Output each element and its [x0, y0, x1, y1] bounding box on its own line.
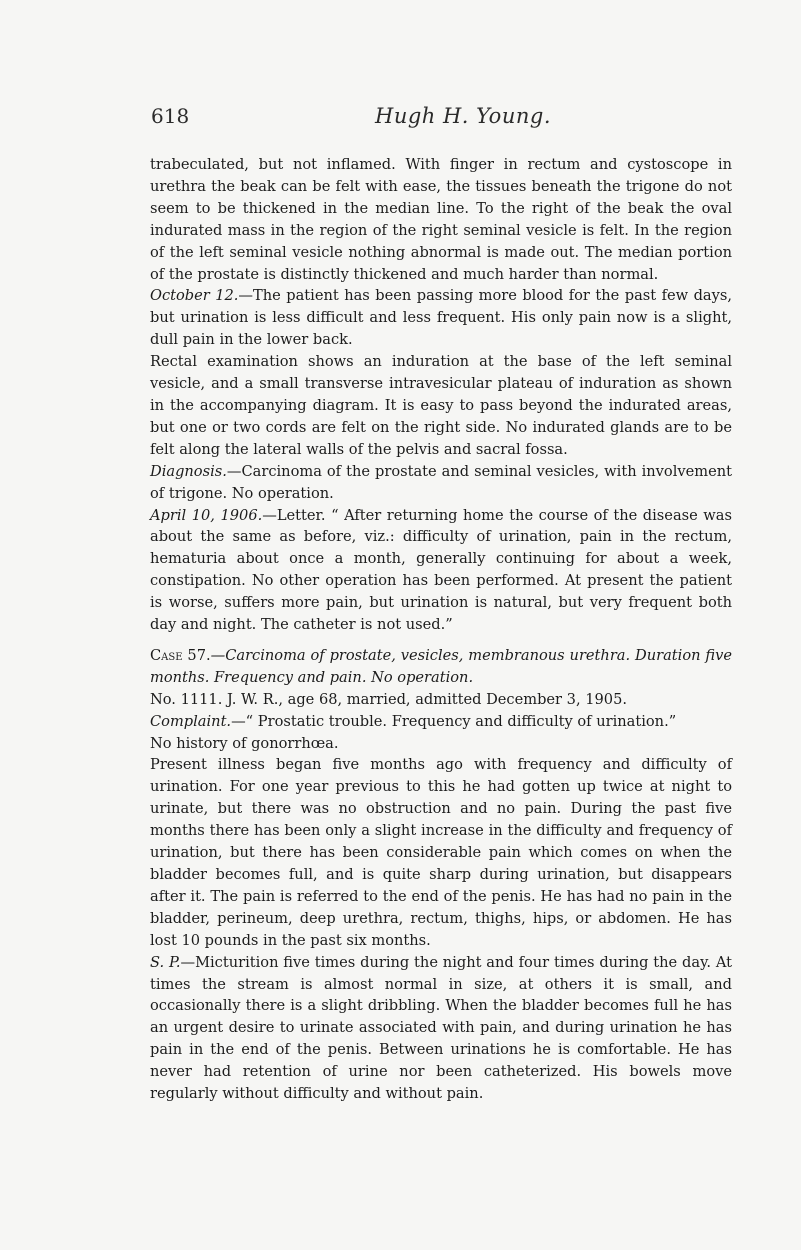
paragraph-text: Present illness began five months ago with frequency and difficulty of urination. For one year previous to this he had gotten up twice at night to urinate, but there was no obstruction and no pain. During the past five months there has been only a slight increase in the difficulty and frequency of urination, but there has been considerable pain which comes on when the bladder becomes full, and is quite sharp during urination, but disappears after it. The pain is referred to the end of the penis. He has had no pain in the bladder, perineum, deep urethra, rectum, thighs, hips, or abdomen. He has lost 10 pounds in the past six months.: [150, 756, 732, 949]
running-title: Hugh H. Young.: [375, 104, 551, 128]
paragraph: [150, 461, 732, 505]
paragraph: [150, 154, 732, 285]
page-number: 618: [151, 104, 190, 128]
paragraph-text: Rectal examination shows an induration at the base of the left seminal vesicle, and a small transverse intravesicular plateau of induration as shown in the accompanying diagram. It is easy to pass beyond the indurated areas, but one or two cords are felt on the right side. No indurated glands are to be felt along the lateral walls of the pelvis and sacral fossa.: [150, 353, 732, 458]
paragraph-lead: October 12.: [150, 287, 239, 305]
paragraph: [150, 754, 732, 951]
paragraph: [150, 733, 732, 755]
paragraph: [150, 952, 732, 1105]
paragraph-text: —Letter. “ After returning home the course of the disease was about the same as before, viz.: difficulty of urination, pain in the rectum, hematuria about once a month, generally continuing for about a week, constipation. No other operation has been performed. At present the patient is worse, suffers more pain, but urination is natural, but very frequent both day and night. The catheter is not used.”: [150, 506, 732, 634]
running-head: [151, 104, 711, 134]
paragraph-text: —The patient has been passing more blood for the past few days, but urination is less difficult and less frequent. His only pain now is a slight, dull pain in the lower back.: [150, 287, 732, 349]
paragraph-text: No. 1111. J. W. R., age 68, married, admitted December 3, 1905.: [150, 690, 628, 708]
paragraph-lead: April 10, 1906.: [150, 506, 263, 524]
paragraph-lead: Complaint.: [150, 712, 232, 730]
case-heading: [150, 645, 732, 689]
paragraph: [150, 689, 732, 711]
paragraph: [150, 285, 732, 351]
paragraph: [150, 351, 732, 461]
case-label: Case 57.: [150, 646, 211, 664]
paragraph-lead: S. P.: [150, 953, 181, 971]
paragraph-text: —“ Prostatic trouble. Frequency and difficulty of urination.”: [231, 712, 677, 730]
paragraph-text: —Carcinoma of the prostate and seminal vesicles, with involvement of trigone. No operation.: [150, 462, 732, 502]
body-text: [150, 154, 732, 1105]
paragraph-lead: Diagnosis.: [150, 462, 227, 480]
paragraph-text: —Micturition five times during the night and four times during the day. At times the stream is almost normal in size, at others it is small, and occasionally there is a slight dribbling. When the bladder becomes full he has an urgent desire to urinate associated with pain, and during urination he has pain in the end of the penis. Between urinations he is comfortable. He has never had retention of urine nor been catheterized. His bowels move regularly without difficulty and without pain.: [150, 953, 733, 1103]
paragraph-text: trabeculated, but not inflamed. With finger in rectum and cystoscope in urethra the beak can be felt with ease, the tissues beneath the trigone do not seem to be thickened in the median line. To the right of the beak the oval indurated mass in the region of the right seminal vesicle is felt. In the region of the left seminal vesicle nothing abnormal is made out. The median portion of the prostate is distinctly thickened and much harder than normal.: [150, 156, 732, 283]
paragraph: [150, 505, 732, 636]
paragraph-text: No history of gonorrhœa.: [150, 734, 339, 752]
case-title: —Carcinoma of prostate, vesicles, membranous urethra. Duration five months. Frequency and pain. No operation.: [150, 646, 732, 686]
paragraph: [150, 711, 732, 733]
